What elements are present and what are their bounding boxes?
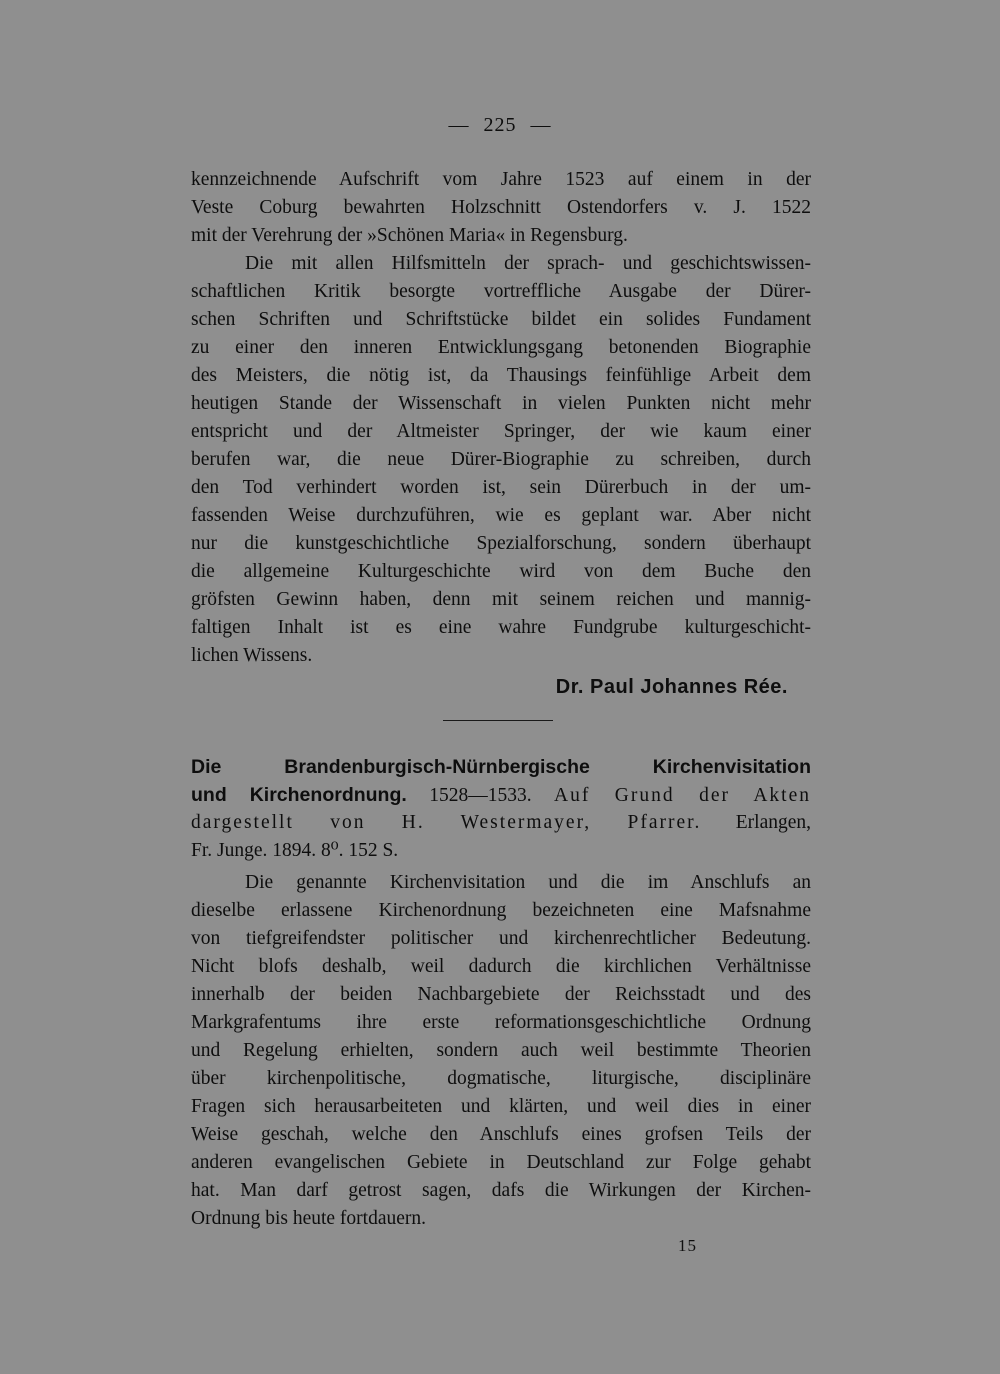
text-line: anderen evangelischen Gebiete in Deutschland zur Folge gehabt (191, 1152, 811, 1173)
text-line: Die genannte Kirchenvisitation und die im Anschlufs an (245, 872, 811, 893)
text-line: gröfsten Gewinn haben, denn mit seinem reichen und mannig- (191, 589, 811, 610)
review-body (191, 869, 811, 1233)
review-publisher: Fr. Junge. 1894. 8⁰. 152 S. (191, 840, 399, 861)
text-line: innerhalb der beiden Nachbargebiete der Reichsstadt und des (191, 984, 811, 1005)
header-dash-right: — (530, 114, 552, 136)
header-dash-left: — (448, 114, 470, 136)
text-line: von tiefgreifendster politischer und kirchenrechtlicher Bedeutung. (191, 928, 811, 949)
review-title-end: und Kirchenordnung. (191, 784, 407, 806)
review-place: Erlangen, (735, 812, 812, 833)
text-line: zu einer den inneren Entwicklungsgang betonenden Biographie (191, 337, 811, 358)
text-line: Veste Coburg bewahrten Holzschnitt Ostendorfers v. J. 1522 (191, 197, 811, 218)
text-line: dieselbe erlassene Kirchenordnung bezeichneten eine Mafsnahme (191, 900, 811, 921)
review-years: 1528—1533. (429, 785, 532, 806)
signature-mark: 15 (678, 1236, 697, 1255)
text-line: Die mit allen Hilfsmitteln der sprach- und geschichtswissen- (245, 253, 811, 274)
text-line: Nicht blofs deshalb, weil dadurch die kirchlichen Verhältnisse (191, 956, 811, 977)
text-line: heutigen Stande der Wissenschaft in vielen Punkten nicht mehr (191, 393, 811, 414)
review-author: dargestellt von H. Westermayer, Pfarrer. (191, 812, 702, 833)
review-subtitle: Auf Grund der Akten (554, 785, 811, 806)
text-line: den Tod verhindert worden ist, sein Dürerbuch in der um- (191, 477, 811, 498)
text-line: des Meisters, die nötig ist, da Thausings feinfühlige Arbeit dem (191, 365, 811, 386)
text-line: berufen war, die neue Dürer-Biographie zu schreiben, durch (191, 449, 811, 470)
text-line: nur die kunstgeschichtliche Spezialforschung, sondern überhaupt (191, 533, 811, 554)
text-line: Markgrafentums ihre erste reformationsgeschichtliche Ordnung (191, 1012, 811, 1033)
page-header (0, 114, 1000, 137)
author-signature: Dr. Paul Johannes Rée. (555, 676, 788, 698)
text-line: Fragen sich herausarbeiteten und klärten, und weil dies in einer (191, 1096, 811, 1117)
text-line: die allgemeine Kulturgeschichte wird von dem Buche den (191, 561, 811, 582)
review-heading (191, 753, 811, 865)
text-line: faltigen Inhalt ist es eine wahre Fundgrube kulturgeschicht- (191, 617, 811, 638)
review-title: Die Brandenburgisch-Nürnbergische Kirchenvisitation (191, 756, 811, 778)
text-line: mit der Verehrung der »Schönen Maria« in Regensburg. (191, 225, 628, 246)
review-title-line2 (191, 781, 811, 809)
text-line: fassenden Weise durchzuführen, wie es geplant war. Aber nicht (191, 505, 811, 526)
text-line: lichen Wissens. (191, 645, 313, 666)
text-line: über kirchenpolitische, dogmatische, liturgische, disciplinäre (191, 1068, 811, 1089)
text-line: Weise geschah, welche den Anschlufs eines grofsen Teils der (191, 1124, 811, 1145)
text-line: schen Schriften und Schriftstücke bildet ein solides Fundament (191, 309, 811, 330)
review-author-line (191, 809, 811, 837)
text-line: schaftlichen Kritik besorgte vortreffliche Ausgabe der Dürer- (191, 281, 811, 302)
text-line: Ordnung bis heute fortdauern. (191, 1208, 427, 1229)
page-number: 225 (483, 114, 517, 136)
text-line: und Regelung erhielten, sondern auch weil bestimmte Theorien (191, 1040, 811, 1061)
text-line: hat. Man darf getrost sagen, dafs die Wirkungen der Kirchen- (191, 1180, 811, 1201)
text-line: entspricht und der Altmeister Springer, der wie kaum einer (191, 421, 811, 442)
section-divider (443, 720, 553, 721)
section1-text (191, 166, 811, 670)
text-line: kennzeichnende Aufschrift vom Jahre 1523 auf einem in der (191, 169, 811, 190)
